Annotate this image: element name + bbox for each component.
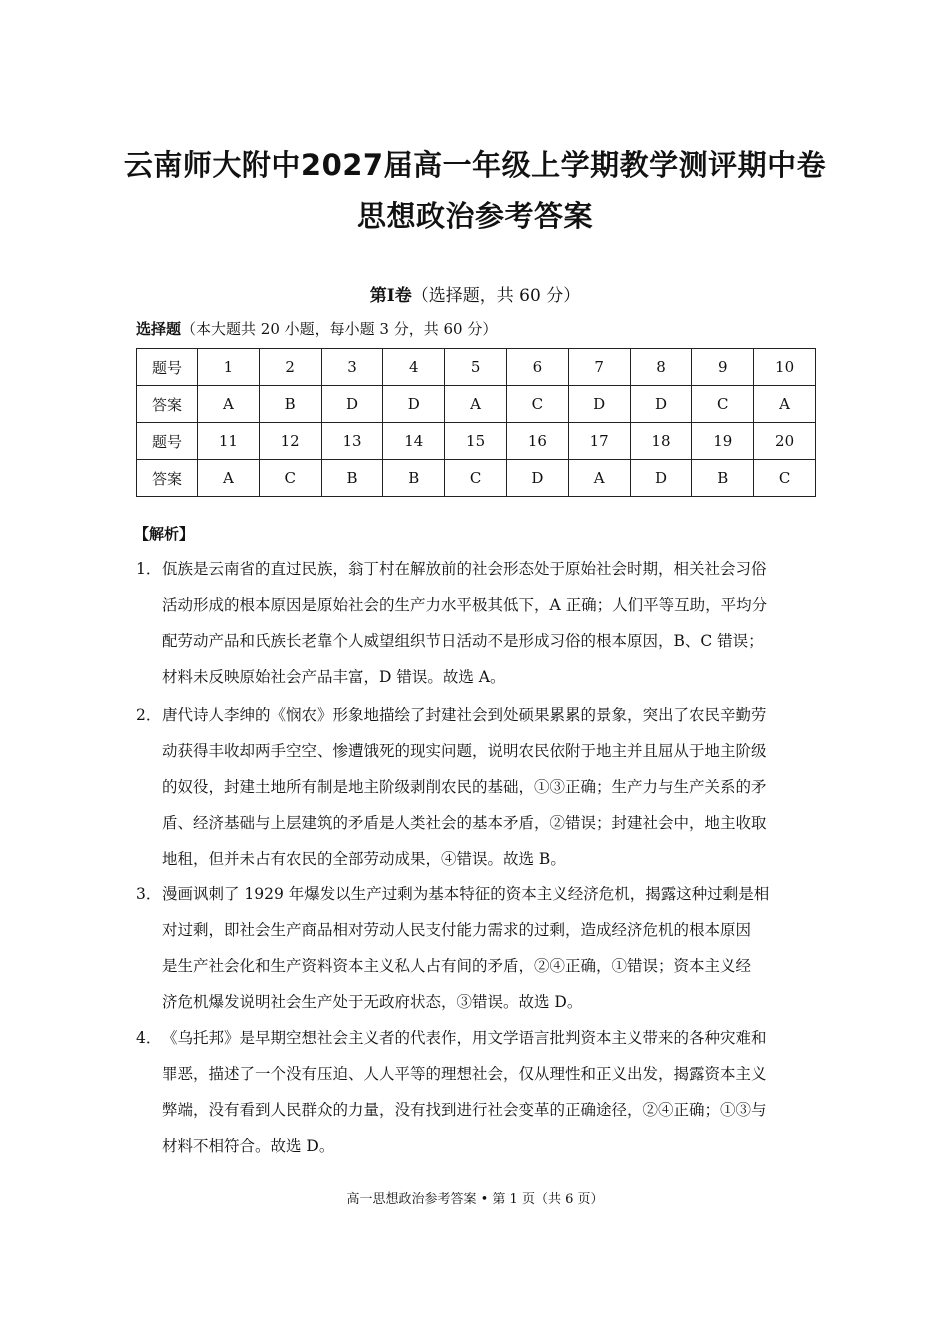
volume-header-bold: 第Ⅰ卷	[369, 286, 412, 306]
answer-cell: C	[692, 386, 754, 423]
item-line: 《乌托邦》是早期空想社会主义者的代表作，用文学语言批判资本主义带来的各种灾难和	[162, 1029, 767, 1047]
item-line: 的奴役，封建土地所有制是地主阶级剥削农民的基础，①③正确；生产力与生产关系的矛	[162, 778, 767, 796]
section-label	[136, 318, 497, 339]
number-cell: 15	[445, 423, 507, 460]
item-line: 动获得丰收却两手空空、惨遭饿死的现实问题，说明农民依附于地主并且屈从于地主阶级	[162, 742, 767, 760]
number-cell: 3	[321, 349, 383, 386]
item-line: 地租，但并未占有农民的全部劳动成果，④错误。故选 B。	[162, 850, 566, 868]
number-cell: 13	[321, 423, 383, 460]
answer-cell: C	[445, 460, 507, 497]
table-row	[137, 349, 816, 386]
answer-cell: B	[259, 386, 321, 423]
number-cell: 12	[259, 423, 321, 460]
number-header-cell: 题号	[137, 423, 198, 460]
section-label-text: （本大题共 20 小题，每小题 3 分，共 60 分）	[181, 320, 498, 338]
item-line: 活动形成的根本原因是原始社会的生产力水平极其低下，A 正确；人们平等互助，平均分	[162, 596, 768, 614]
number-header-cell: 题号	[137, 349, 198, 386]
number-cell: 4	[383, 349, 445, 386]
item-line: 配劳动产品和氏族长老靠个人威望组织节日活动不是形成习俗的根本原因，B、C 错误；	[162, 632, 764, 650]
section-label-bold: 选择题	[136, 320, 182, 338]
answer-cell: D	[383, 386, 445, 423]
answer-cell: B	[321, 460, 383, 497]
table-row	[137, 386, 816, 423]
number-cell: 17	[568, 423, 630, 460]
item-line: 罪恶，描述了一个没有压迫、人人平等的理想社会，仅从理性和正义出发，揭露资本主义	[162, 1065, 767, 1083]
answer-cell: C	[754, 460, 816, 497]
answer-cell: B	[692, 460, 754, 497]
answer-cell: D	[568, 386, 630, 423]
table-row	[137, 423, 816, 460]
number-cell: 5	[445, 349, 507, 386]
analysis-item-3	[136, 876, 820, 1020]
number-cell: 16	[506, 423, 568, 460]
number-cell: 14	[383, 423, 445, 460]
item-line: 漫画讽刺了 1929 年爆发以生产过剩为基本特征的资本主义经济危机，揭露这种过剩是相	[162, 885, 770, 903]
item-number: 1．	[136, 560, 162, 578]
answer-cell: A	[445, 386, 507, 423]
analysis-item-4	[136, 1020, 820, 1164]
volume-header	[0, 281, 950, 306]
item-number: 2．	[136, 706, 162, 724]
item-line: 材料不相符合。故选 D。	[162, 1137, 335, 1155]
page-footer: 高一思想政治参考答案 • 第 1 页（共 6 页）	[346, 1192, 604, 1207]
number-cell: 2	[259, 349, 321, 386]
item-line: 盾、经济基础与上层建筑的矛盾是人类社会的基本矛盾，②错误；封建社会中，地主收取	[162, 814, 767, 832]
answer-cell: A	[198, 386, 260, 423]
answer-cell: B	[383, 460, 445, 497]
title-line-2: 思想政治参考答案	[356, 199, 593, 233]
answer-cell: D	[506, 460, 568, 497]
number-cell: 9	[692, 349, 754, 386]
number-cell: 7	[568, 349, 630, 386]
analysis-heading: 【解析】	[134, 525, 195, 543]
number-cell: 10	[754, 349, 816, 386]
answer-header-cell: 答案	[137, 386, 198, 423]
analysis-item-2	[136, 697, 820, 877]
item-line: 弊端，没有看到人民群众的力量，没有找到进行社会变革的正确途径，②④正确；①③与	[162, 1101, 767, 1119]
answer-cell: A	[198, 460, 260, 497]
answer-cell: C	[259, 460, 321, 497]
title-line-1: 云南师大附中2027届高一年级上学期教学测评期中卷	[123, 148, 827, 182]
number-cell: 19	[692, 423, 754, 460]
item-line: 对过剩，即社会生产商品相对劳动人民支付能力需求的过剩，造成经济危机的根本原因	[162, 921, 752, 939]
number-cell: 18	[630, 423, 692, 460]
item-line: 是生产社会化和生产资料资本主义私人占有间的矛盾，②④正确，①错误；资本主义经	[162, 957, 752, 975]
number-cell: 20	[754, 423, 816, 460]
answer-cell: A	[754, 386, 816, 423]
answer-cell: D	[630, 386, 692, 423]
answer-cell: D	[321, 386, 383, 423]
analysis-item-1	[136, 551, 820, 695]
answer-table	[136, 348, 816, 497]
answer-cell: A	[568, 460, 630, 497]
answer-cell: C	[506, 386, 568, 423]
number-cell: 6	[506, 349, 568, 386]
item-line: 唐代诗人李绅的《悯农》形象地描绘了封建社会到处硕果累累的景象，突出了农民辛勤劳	[162, 706, 767, 724]
table-row	[137, 460, 816, 497]
number-cell: 11	[198, 423, 260, 460]
answer-cell: D	[630, 460, 692, 497]
item-number: 3．	[136, 885, 162, 903]
number-cell: 8	[630, 349, 692, 386]
item-line: 济危机爆发说明社会生产处于无政府状态，③错误。故选 D。	[162, 993, 583, 1011]
answer-header-cell: 答案	[137, 460, 198, 497]
item-line: 材料未反映原始社会产品丰富，D 错误。故选 A。	[162, 668, 506, 686]
item-number: 4．	[136, 1029, 162, 1047]
volume-header-text: （选择题，共 60 分）	[411, 286, 581, 306]
number-cell: 1	[198, 349, 260, 386]
item-line: 佤族是云南省的直过民族，翁丁村在解放前的社会形态处于原始社会时期，相关社会习俗	[162, 560, 767, 578]
